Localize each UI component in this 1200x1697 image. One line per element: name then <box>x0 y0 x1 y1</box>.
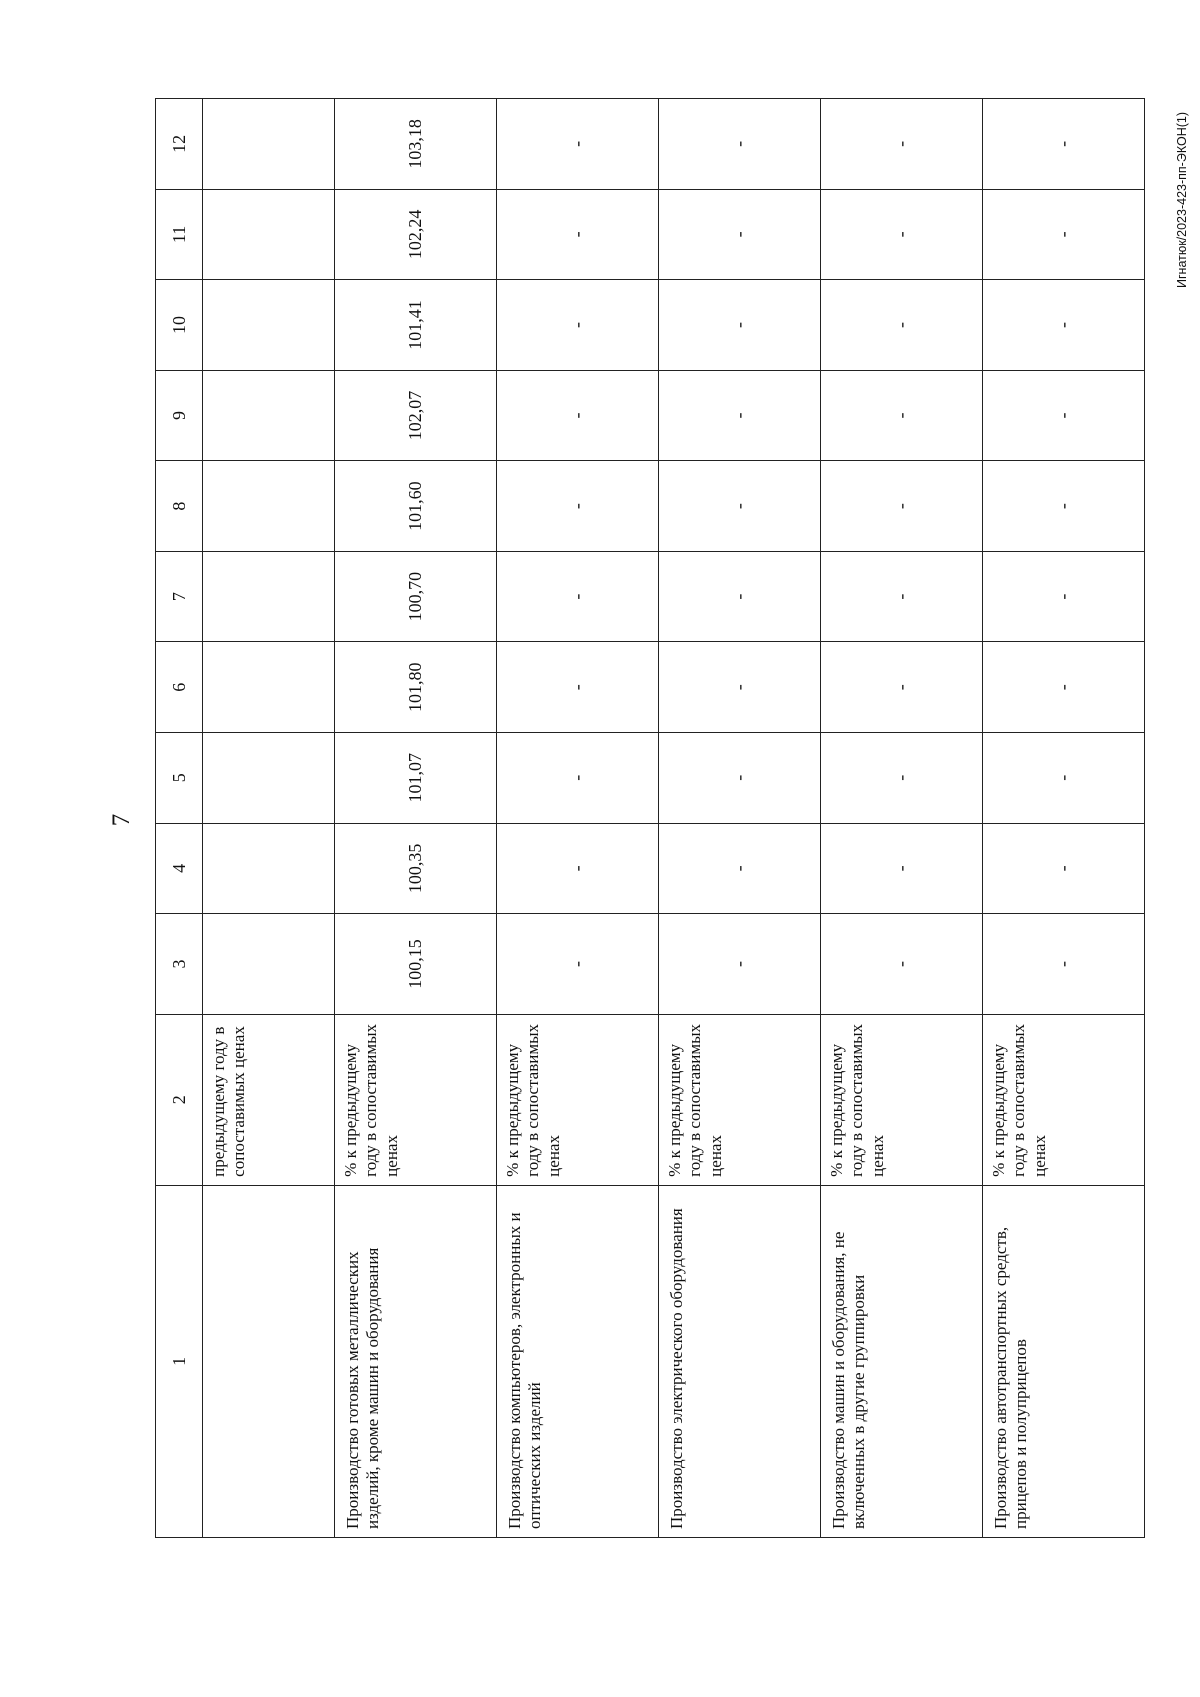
unit-of-measure: % к предыдущему году в сопоставимых ценах <box>497 1014 659 1185</box>
column-number: 3 <box>156 914 203 1015</box>
indicator-name: Производство машин и оборудования, не включенных в другие группировки <box>821 1185 983 1537</box>
empty-value-dash: - <box>659 642 821 733</box>
empty-value-dash: - <box>659 99 821 190</box>
table-body <box>156 99 1145 1538</box>
table-row <box>659 99 821 1538</box>
empty-value-dash: - <box>659 189 821 280</box>
empty-value-dash: - <box>821 370 983 461</box>
value-cell: 100,35 <box>335 823 497 914</box>
empty-value-dash: - <box>983 914 1145 1015</box>
empty-value-dash: - <box>497 551 659 642</box>
value-cell <box>203 370 335 461</box>
empty-value-dash: - <box>821 733 983 824</box>
empty-value-dash: - <box>497 461 659 552</box>
value-cell: 101,60 <box>335 461 497 552</box>
empty-value-dash: - <box>821 551 983 642</box>
value-cell <box>203 733 335 824</box>
empty-value-dash: - <box>821 189 983 280</box>
column-number: 7 <box>156 551 203 642</box>
empty-value-dash: - <box>821 280 983 371</box>
empty-value-dash: - <box>497 642 659 733</box>
unit-of-measure: % к предыдущему году в сопоставимых ценах <box>659 1014 821 1185</box>
value-cell: 101,80 <box>335 642 497 733</box>
column-number: 12 <box>156 99 203 190</box>
value-cell <box>203 642 335 733</box>
empty-value-dash: - <box>983 189 1145 280</box>
value-cell <box>203 280 335 371</box>
value-cell: 102,24 <box>335 189 497 280</box>
value-cell <box>203 823 335 914</box>
empty-value-dash: - <box>659 370 821 461</box>
empty-value-dash: - <box>497 823 659 914</box>
value-cell <box>203 461 335 552</box>
indicator-table <box>155 98 1145 1538</box>
empty-value-dash: - <box>983 99 1145 190</box>
column-number: 8 <box>156 461 203 552</box>
empty-value-dash: - <box>659 733 821 824</box>
table-row <box>821 99 983 1538</box>
empty-value-dash: - <box>659 551 821 642</box>
document-id: Игнатюк/2023-423-пп-ЭКОН(1) <box>1175 111 1189 289</box>
value-cell: 100,70 <box>335 551 497 642</box>
table-row <box>497 99 659 1538</box>
value-cell: 102,07 <box>335 370 497 461</box>
value-cell: 101,07 <box>335 733 497 824</box>
page-number: 7 <box>108 813 135 827</box>
unit-of-measure: предыдущему году в сопоставимых ценах <box>203 1014 335 1185</box>
value-cell <box>203 99 335 190</box>
value-cell: 100,15 <box>335 914 497 1015</box>
empty-value-dash: - <box>983 370 1145 461</box>
data-table-rotated <box>155 98 1090 1538</box>
table-row <box>983 99 1145 1538</box>
unit-of-measure: % к предыдущему году в сопоставимых ценах <box>983 1014 1145 1185</box>
empty-value-dash: - <box>497 189 659 280</box>
empty-value-dash: - <box>983 642 1145 733</box>
column-number: 11 <box>156 189 203 280</box>
empty-value-dash: - <box>821 914 983 1015</box>
empty-value-dash: - <box>497 280 659 371</box>
column-number: 6 <box>156 642 203 733</box>
unit-of-measure: % к предыдущему году в сопоставимых ценах <box>335 1014 497 1185</box>
indicator-name <box>203 1185 335 1537</box>
empty-value-dash: - <box>983 551 1145 642</box>
empty-value-dash: - <box>659 914 821 1015</box>
empty-value-dash: - <box>497 99 659 190</box>
empty-value-dash: - <box>983 461 1145 552</box>
empty-value-dash: - <box>983 280 1145 371</box>
empty-value-dash: - <box>821 99 983 190</box>
indicator-name: Производство компьютеров, электронных и оптических изделий <box>497 1185 659 1537</box>
indicator-name: Производство автотранспортных средств, прицепов и полуприцепов <box>983 1185 1145 1537</box>
indicator-name: Производство электрического оборудования <box>659 1185 821 1537</box>
column-number: 10 <box>156 280 203 371</box>
empty-value-dash: - <box>983 733 1145 824</box>
indicator-name: Производство готовых металлических изделий, кроме машин и оборудования <box>335 1185 497 1537</box>
empty-value-dash: - <box>821 823 983 914</box>
empty-value-dash: - <box>497 733 659 824</box>
unit-of-measure: % к предыдущему году в сопоставимых ценах <box>821 1014 983 1185</box>
value-cell <box>203 551 335 642</box>
empty-value-dash: - <box>497 370 659 461</box>
header-row <box>156 99 203 1538</box>
empty-value-dash: - <box>983 823 1145 914</box>
column-number: 2 <box>156 1014 203 1185</box>
empty-value-dash: - <box>659 823 821 914</box>
value-cell: 103,18 <box>335 99 497 190</box>
column-number: 9 <box>156 370 203 461</box>
table-row <box>203 99 335 1538</box>
empty-value-dash: - <box>821 642 983 733</box>
column-number: 4 <box>156 823 203 914</box>
value-cell <box>203 914 335 1015</box>
value-cell: 101,41 <box>335 280 497 371</box>
empty-value-dash: - <box>497 914 659 1015</box>
value-cell <box>203 189 335 280</box>
empty-value-dash: - <box>659 461 821 552</box>
empty-value-dash: - <box>821 461 983 552</box>
column-number: 5 <box>156 733 203 824</box>
empty-value-dash: - <box>659 280 821 371</box>
column-number: 1 <box>156 1185 203 1537</box>
table-row <box>335 99 497 1538</box>
